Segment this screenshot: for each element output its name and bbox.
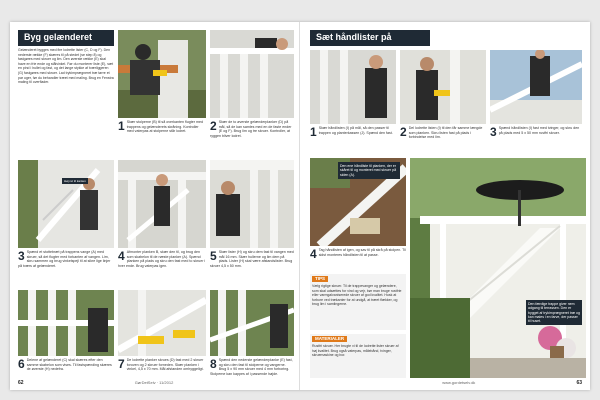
left-page-number: 62: [18, 380, 24, 386]
step-6: 6 Delene af gelænderet (C) skal skæres efter den samme skabelon som vises. Til fastspænding skæres de øverste (H) nedefra.: [18, 358, 112, 372]
right-page: [300, 22, 590, 390]
step-2: 2 Skær de to øverste gelænderplanker (D) på mål, så de kan samles med en de faste ender (E og F). Brug lim og tre skruer. Kontroller, at ryggen bliver lodret.: [210, 120, 292, 138]
hero-photo: [410, 158, 586, 378]
left-title: Byg gelænderet: [18, 30, 114, 46]
photo-step-2: [210, 30, 294, 118]
step-3: 3 Spænd et stottebræt på trappens vange (A) med skruer, så det flugter med forkanten af vangen. Lim, skru sammen og brug vinkelspejl til at sikre lige linjer på tværs af gelænderet.: [18, 250, 111, 268]
tips-heading: TIPS: [312, 276, 328, 282]
right-footer: [310, 380, 582, 386]
right-page-number: 63: [576, 380, 582, 386]
photo-step-1: [118, 30, 206, 118]
callout-top: Den ene håndliste til planken, der er skåret til og monteret med skruer på siden (A).: [338, 162, 400, 179]
photo-step-6: [18, 290, 114, 356]
label-callout: Høj ret til kanten: [64, 179, 86, 183]
hero-caption: Den færdige trappe giver nem adgang til terrassen. Den er bygget af trykimprægneret træ og kan males i en farve, der passer til huset.: [526, 300, 582, 325]
right-title: Sæt håndlister på: [310, 30, 430, 46]
step-7: 7 De lodrette planker skrues (D) fast med 2 skruer foroven og 2 skruer forneden. Skær planken i vinkel, 4,5 x 70 mm. Mål afstanden omhyggeligt.: [118, 358, 204, 372]
tips-box: [310, 274, 406, 330]
photo-step-3: [18, 160, 114, 248]
materials-text: Rustfri skruer. Her brugte vi til de lodrette lister skruer af høj kvalitet. Brug også vaterpas, målebånd, tvinger, skruemaskine og bor.: [312, 344, 399, 358]
photo-step-4: [118, 160, 206, 248]
right-step-2: 2 Del lodrette listen (I) til den får samme længde som planken. Skru listen fast på plads i forbindelse med lim.: [400, 126, 483, 140]
right-step-1: 1 Skær håndlisten (I) på mål, så den passer til trappen og planterkassen (J). Spænd den fast.: [310, 126, 393, 139]
step-5: 5 Skær lister (H) og skru dem fast til vangen med mål 16 mm. Skær hullerne og lim dem på plads. Lister (H) skal være afstandslister. Brug skruer 4,5 x 50 mm.: [210, 250, 294, 268]
photo-right-step-1: [310, 50, 396, 124]
step-8: 8 Spænd den nederste gelænderplanke (E) fast, og skru den fast til stolperne og vangerne. Brug 5 x 90 mm skruer med 4 mm forboring. Stolperne kan kappes af i passende højde.: [210, 358, 293, 376]
left-intro-text: Gelænderet bygges med fire lodrette lister (C, D og F). Den nederste række (F) skæres til på stedet (se step 8) og fastgøres med skruer og lim. Den øverste række (E) skal have en frie ende og stålvinkel. Før du monterer liste (E), sæt en pind i hullet og fast, og det lange stykke af tværliggeren (G) fastgøres med skruer. Lad trykimprægneret træ tørre et par uger, før du behandler træet med maling. Brug en Fenstra maling til overflader.: [18, 48, 114, 85]
tips-text: Vælg rigtige skruer. Til de trappevanger og gelændere, som skal udsættes for vind og vejr, bør man bruge rustfrie eller varmgalvaniserede skruer af god kvalitet. Husk at forbore ved trækanter for at undgå, at træet flækker, og brug lim i samlingerne.: [312, 284, 402, 307]
step-1: 1 Skær stolperne (B) til så overkanten flugter med trappens og gelænderets skråning. Kontroller med vaterpas at stolperne står lodret.: [118, 120, 203, 134]
materials-box: [310, 334, 406, 378]
magazine-spread: [10, 22, 590, 390]
photo-step-5: [210, 160, 294, 248]
photo-step-8: [210, 290, 294, 356]
photo-right-step-3: [490, 50, 582, 124]
photo-step-7: [118, 290, 206, 356]
materials-heading: MATERIALER: [312, 336, 347, 342]
right-step-4: 4 Tag håndlisten af igen, og sav til på skrå på stolpen. Til sidst monteres håndlisten til at passe.: [310, 248, 406, 261]
step-4: 4 Afmonter planken B, skær den til, og brug den som skabelon til de næste planker (A). Spænd planken på plads og skru den fast med to skruer i hver ende. Brug vaterpas igen.: [118, 250, 206, 268]
left-footer: [18, 380, 292, 386]
left-footer-magazine: GørDetSelv · 11/2012: [134, 380, 174, 385]
right-step-3: 3 Spænd håndlisten (I) fast med tvinger, og skru den på plads med 5 x 50 mm rustfri skruer.: [490, 126, 580, 139]
right-footer-url: www.gordetselv.dk: [442, 380, 476, 385]
photo-right-step-4: [310, 158, 406, 246]
left-page: [10, 22, 300, 390]
photo-right-step-2: [400, 50, 486, 124]
